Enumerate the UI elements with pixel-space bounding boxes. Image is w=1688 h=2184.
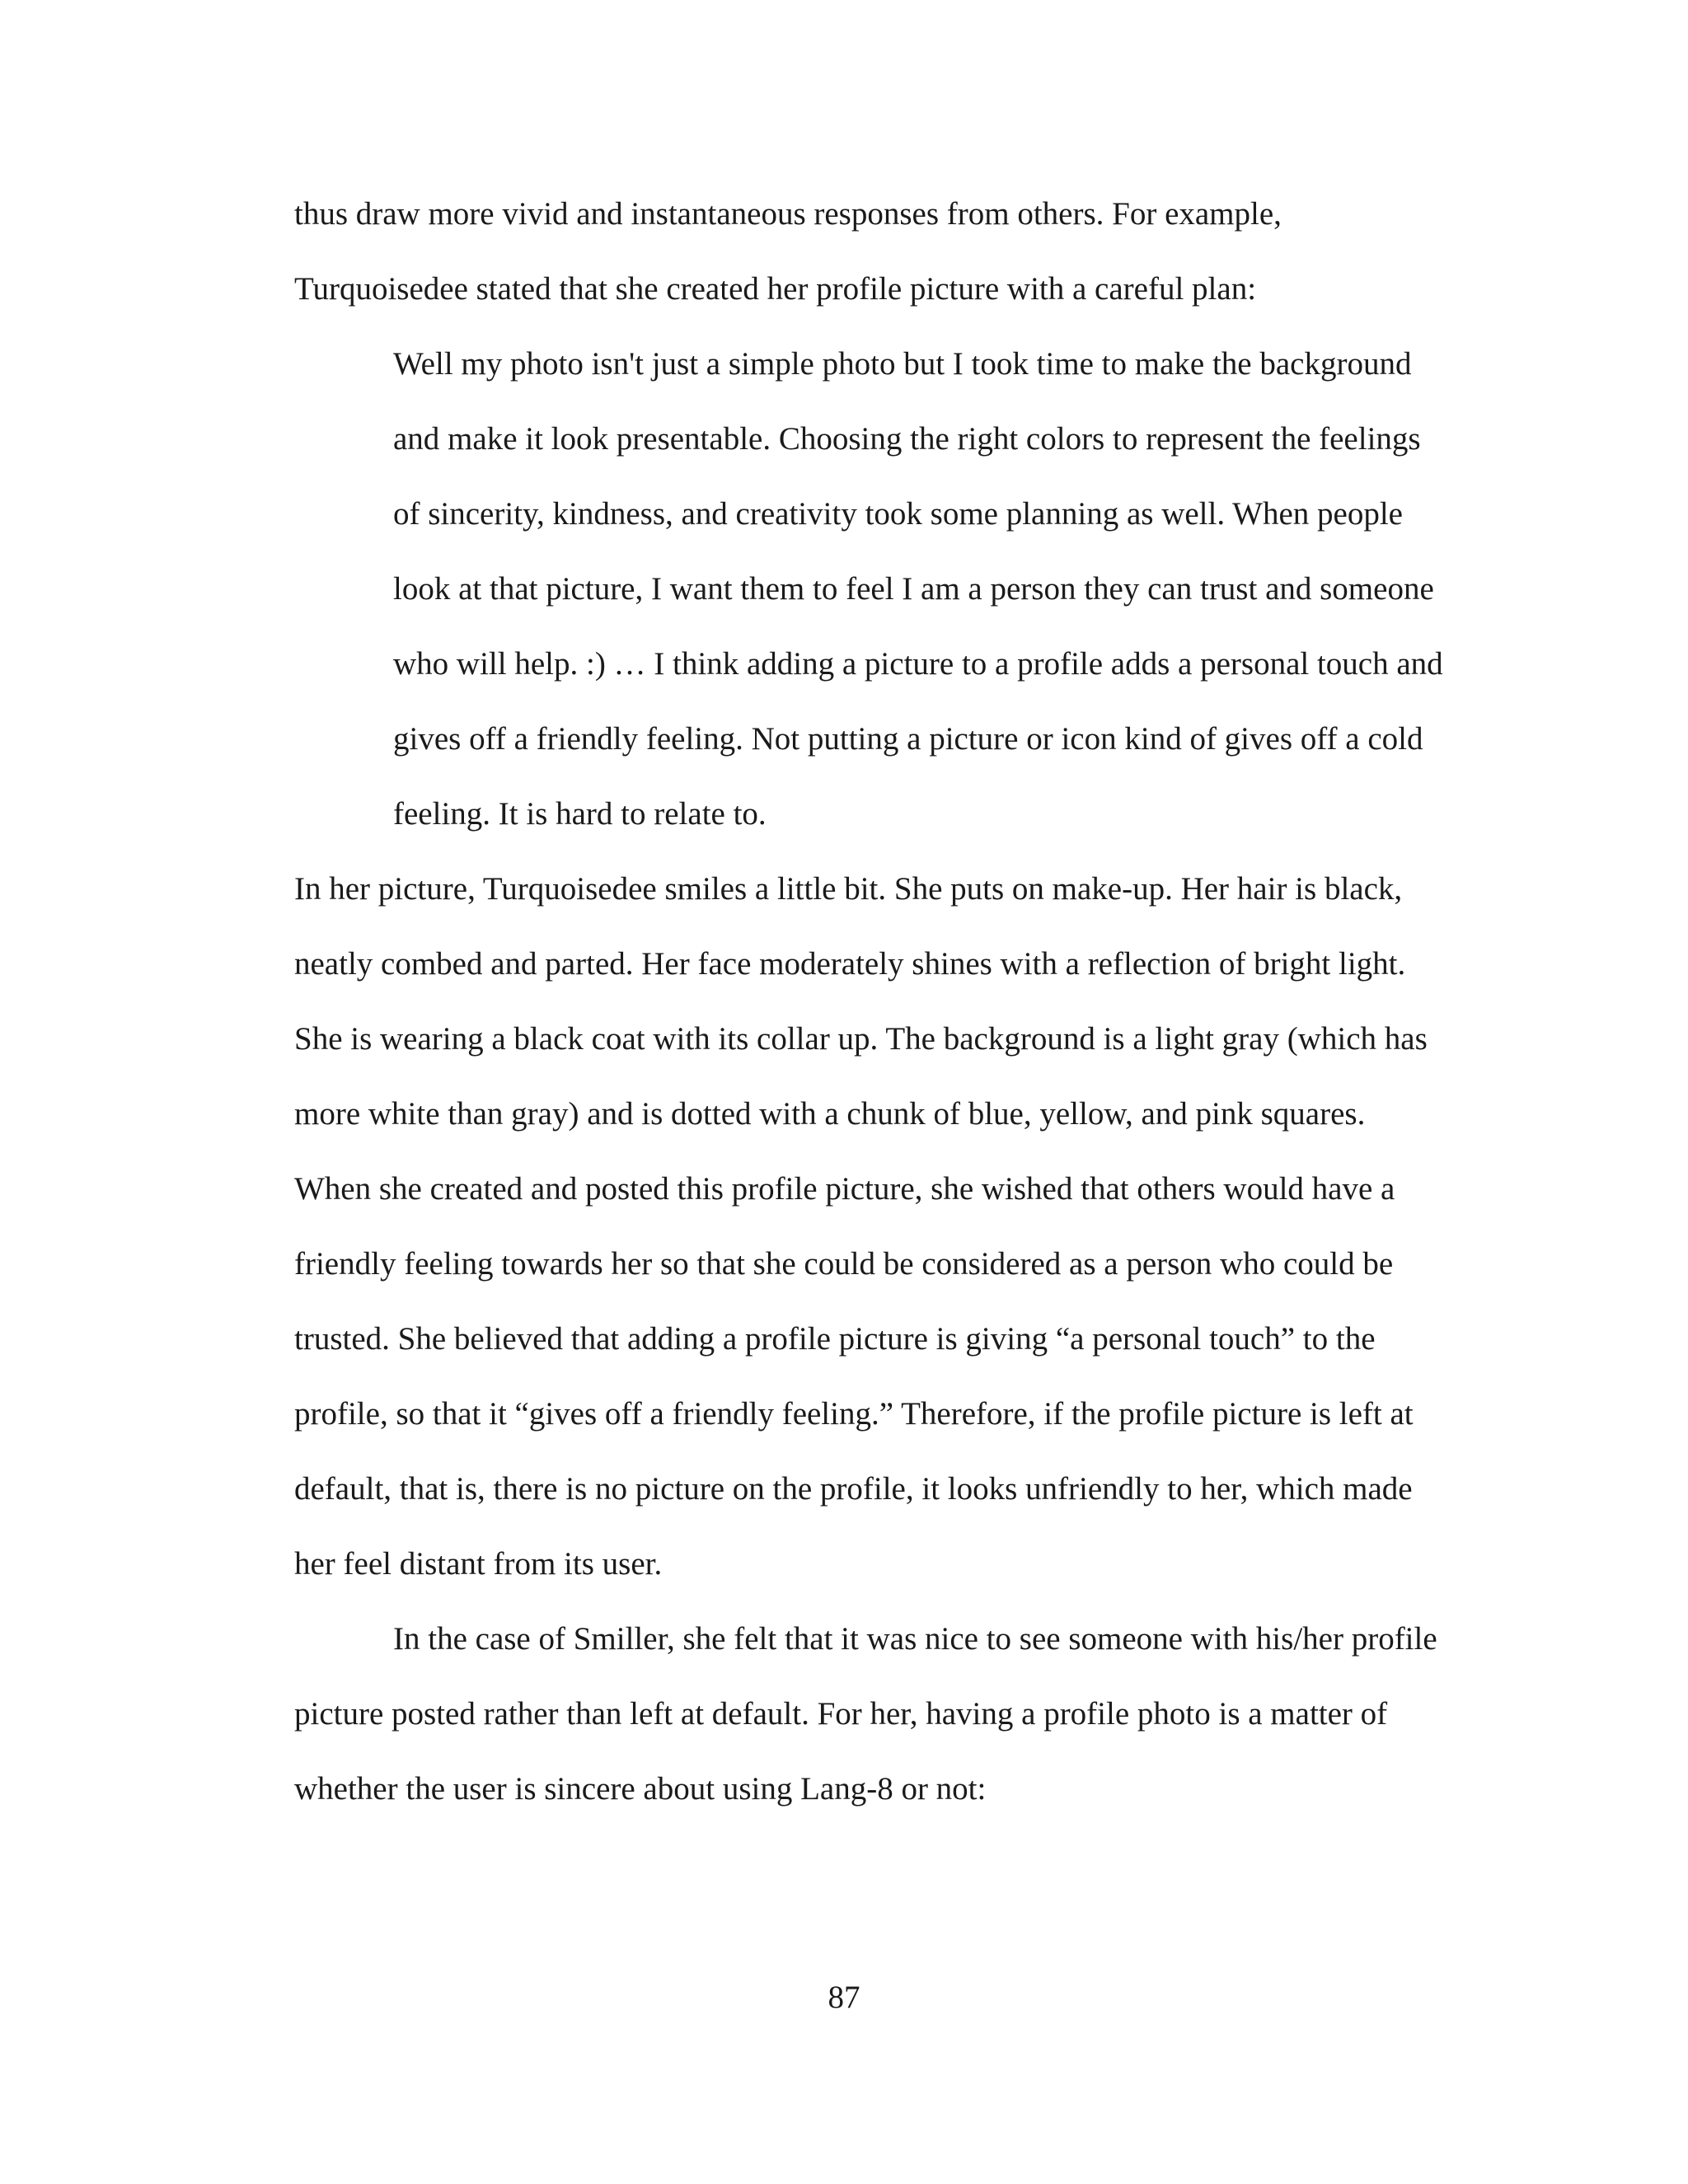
quote-text-line: Well my photo isn't just a simple photo but I took time to make the background: [393, 346, 1412, 382]
body-text-line: more white than gray) and is dotted with a chunk of blue, yellow, and pink squares.: [294, 1096, 1366, 1132]
quote-text-line: and make it look presentable. Choosing the right colors to represent the feelings: [393, 421, 1421, 457]
body-text-line: When she created and posted this profile picture, she wished that others would have a: [294, 1171, 1395, 1207]
body-text-line: whether the user is sincere about using Lang-8 or not:: [294, 1771, 987, 1807]
quote-text-line: look at that picture, I want them to feel I am a person they can trust and someone: [393, 571, 1434, 607]
body-text-line: friendly feeling towards her so that she could be considered as a person who could be: [294, 1246, 1394, 1282]
body-text-line: thus draw more vivid and instantaneous responses from others. For example,: [294, 196, 1282, 232]
page-number: 87: [828, 1980, 860, 2015]
quote-text-line: feeling. It is hard to relate to.: [393, 796, 767, 832]
body-text-line: neatly combed and parted. Her face moderately shines with a reflection of bright light.: [294, 946, 1406, 982]
body-text-line: trusted. She believed that adding a profile picture is giving “a personal touch” to the: [294, 1321, 1376, 1357]
body-text-line: her feel distant from its user.: [294, 1546, 663, 1582]
body-text-line: She is wearing a black coat with its collar up. The background is a light gray (which has: [294, 1021, 1428, 1057]
body-text-line: picture posted rather than left at default. For her, having a profile photo is a matter of: [294, 1696, 1388, 1732]
body-text-line: In her picture, Turquoisedee smiles a little bit. She puts on make-up. Her hair is black,: [294, 871, 1403, 907]
quote-text-line: who will help. :) … I think adding a picture to a profile adds a personal touch and: [393, 646, 1443, 682]
body-text-line: default, that is, there is no picture on the profile, it looks unfriendly to her, which made: [294, 1471, 1413, 1507]
body-text-line: profile, so that it “gives off a friendly feeling.” Therefore, if the profile picture is left at: [294, 1396, 1414, 1432]
quote-text-line: gives off a friendly feeling. Not putting a picture or icon kind of gives off a cold: [393, 721, 1423, 757]
quote-text-line: of sincerity, kindness, and creativity took some planning as well. When people: [393, 496, 1403, 532]
body-text-line: Turquoisedee stated that she created her profile picture with a careful plan:: [294, 271, 1257, 307]
body-text-line: In the case of Smiller, she felt that it was nice to see someone with his/her profile: [393, 1621, 1437, 1657]
